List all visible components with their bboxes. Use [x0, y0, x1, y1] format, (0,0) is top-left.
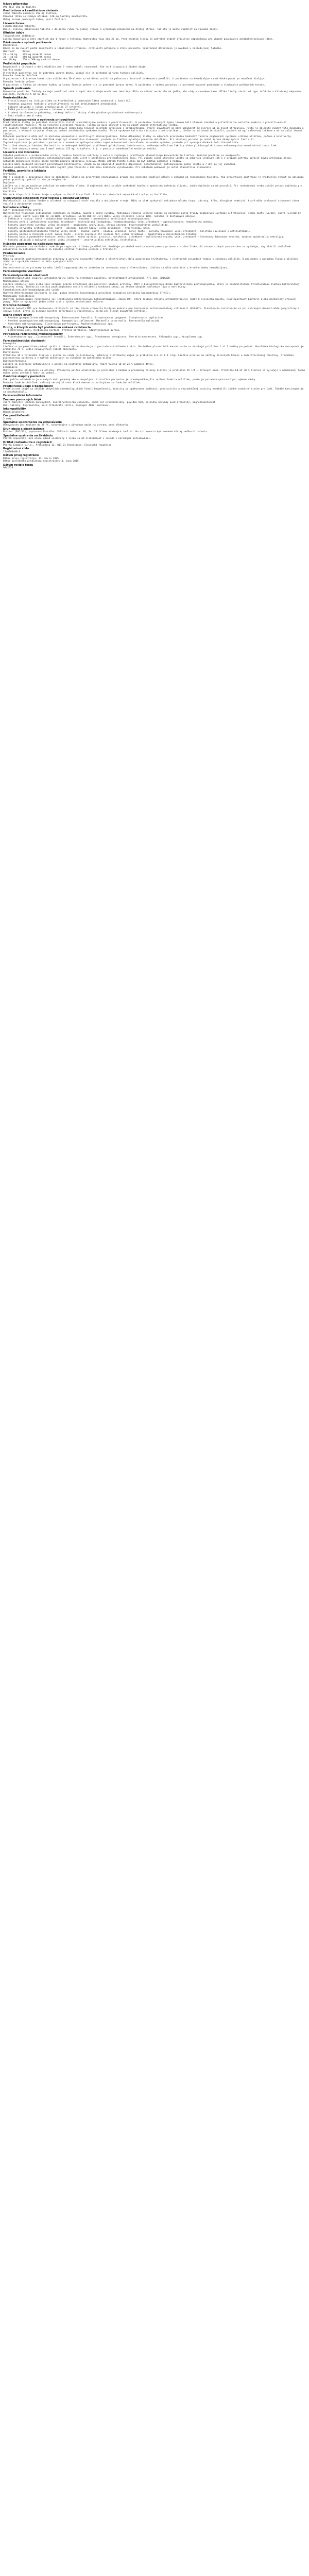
section-heading: Farmakokinetické vlastnosti — [3, 339, 46, 343]
paragraph: Súhrn bezpečnostného profilu — [3, 209, 43, 212]
bullet-item: • Poruchy pečene a žlčových ciest: menej časté – mierne zvýšenie AST a/alebo ALT; veľmi zriedkavé – hepatitída a cholestatická žltačka. — [3, 233, 306, 236]
section-heading: Držiteľ rozhodnutia o registrácii — [3, 440, 52, 444]
table-cell: Hmotnosť — [3, 50, 15, 54]
section-heading: Pediatrická populácia — [3, 62, 36, 66]
paragraph: Pred začatím liečby je potrebné starostlivo zistiť predchádzajúce reakcie z precitlivenosti. U pacientov liečených týmto liekom boli hlásené závažné a príležitostne smrteľné reakcie z precitlivenosti (anafylaktické reakcie). Ak sa vyskytne alergická reakcia, liečba sa musí ukončiť a má sa začať vhodná alternatívna liečba. — [3, 121, 287, 127]
section-heading: Registračné číslo — [3, 447, 29, 451]
section-heading: Predávkovanie — [3, 251, 26, 255]
table-cell: 20 – 30 kg — [3, 53, 18, 56]
paragraph: Dlhodobé používanie môže mať za následok premnoženie necitlivých mikroorganizmov. Počas dlhodobej liečby sa odporúča pravidelne hodnotiť funkciu orgánových systémov vrátane obličiek, pečene a krvotvorby. — [3, 135, 293, 139]
section-heading: Hraničné hodnoty — [3, 304, 30, 308]
paragraph: Hraničné hodnoty MIC pre testovanie citlivosti sú tie, ktoré stanovila Európska komisia pre testovanie antimikrobiálnej citlivosti (EUCAST). Prevalencia rezistencie sa pri vybraných druhoch môže geograficky a časovo líšiť, preto sú žiaduce miestne informácie o rezistencii, najmä pri liečbe závažných infekcií. — [3, 307, 300, 313]
paragraph: Terapeutické indikácie — [3, 35, 35, 38]
paragraph: Neuskutočnili sa žiadne štúdie o účinkoch na schopnosť viesť vozidlá a obsluhovať stroje. Môžu sa však vyskytnúť nežiaduce účinky (napr. závraty, kŕče, alergické reakcie), ktoré môžu ovplyvniť schopnosť viesť vozidlá a obsluhovať stroje. — [3, 200, 300, 206]
paragraph: Predklinické údaje na základe obvyklých farmakologických štúdií bezpečnosti, toxicity po opakovanom podávaní, genotoxicity a reprodukčnej toxicity neodhalili žiadne osobitné riziko pre ľudí. Štúdie karcinogenity sa neuskutočnili. — [3, 388, 304, 394]
paragraph: Súčasné podávanie s metotrexátom môže zvýšiť jeho toxicitu v dôsledku zníženého vylučovania. Pri súbežnom podávaní je nutné starostlivé sledovanie. — [3, 166, 213, 169]
paragraph: Liečba dospelých a detí starších ako 6 rokov s telesnou hmotnosťou viac ako 20 kg. Pred začatím liečby je potrebné zvážiť oficiálne odporúčania pre vhodné používanie antibakteriálnych látok. — [3, 38, 274, 41]
section-heading: Farmakodynamické vlastnosti — [3, 274, 48, 278]
section-heading: Druhy, u ktorých môže byť problémom získaná rezistencia — [3, 326, 91, 330]
table-cell: Dávka — [22, 50, 30, 54]
paragraph: Liečivo inhibuje jeden alebo viac enzýmov (často označované ako penicilín-viažuce proteíny, PBP) v biosyntetickej dráhe bakteriálneho peptidoglykánu, ktorý je neoddeliteľnou štrukturálnou zložkou bakteriálnej bunkovej steny. Inhibícia syntézy peptidoglykánu vedie k oslabeniu bunkovej steny, po ktorom obvykle nasleduje lýza a smrť bunky. — [3, 283, 300, 289]
paragraph: Najčastejšie hlásenými nežiaducimi reakciami sú hnačka, nauzea a kožné vyrážky. Nežiaduce reakcie uvedené nižšie sú zoradené podľa triedy orgánových systémov a frekvencie: veľmi časté (≥1/10), časté (≥1/100 až <1/10), menej časté (≥1/1 000 až <1/100), zriedkavé (≥1/10 000 až <1/1 000), veľmi zriedkavé (<1/10 000), neznáme (z dostupných údajov). — [3, 212, 301, 218]
section-heading: Predklinické údaje o bezpečnosti — [3, 384, 53, 388]
paragraph: PRO-TECT 250 mg tablety — [3, 6, 36, 9]
section-heading: Farmaceutické informácie — [3, 394, 42, 398]
paragraph: Dávkovanie — [3, 44, 18, 47]
section-heading: Zoznam pomocných látok — [3, 398, 42, 401]
paragraph: 09/2023 — [3, 467, 13, 470]
paragraph: Liečba — [3, 264, 12, 267]
paragraph: U starších pacientov nie je potrebná úprava dávky, pokiaľ nie je prítomná porucha funkcie obličiek. — [3, 72, 144, 75]
paragraph: Obal tablety: hypromelóza, oxid titaničitý (E171), makrogol 4000, mastenec. — [3, 404, 110, 407]
bullet-item: • Deti mladšie ako 6 rokov. — [3, 115, 306, 117]
paragraph: Dátum posledného predĺženia registrácie: 4. júna 2015 — [3, 460, 79, 463]
paragraph: Liečivo sa čiastočne metabolizuje v pečeni na neaktívne metabolity, ktoré tvoria 10 až 25 % podanej dávky. — [3, 363, 154, 366]
bullet-item: • Poruchy imunitného systému: veľmi zriedkavé – angioedém, anafylaxia, sérová choroba, hypersenzitívna vaskulitída. — [3, 224, 306, 227]
bullet-item: • Poruchy nervového systému: menej časté – závraty, bolesť hlavy; veľmi zriedkavé – hyperkinéza, kŕče. — [3, 227, 306, 230]
paragraph: Farmakoterapeutická skupina: antibakteriálne látky na systémové použitie, betalaktámové antibiotiká. ATC kód: J01XX00 — [3, 277, 170, 280]
paragraph: Eliminácia — [3, 366, 18, 369]
paragraph: Filmom obalená tableta. — [3, 25, 36, 28]
table-cell: 250 mg dvakrát denne — [22, 56, 51, 59]
table-row — [3, 59, 65, 61]
bullet-item: • Anamnéza závažnej reakcie z precitlivenosti na iné betalaktámové antibiotiká. — [3, 103, 306, 106]
bullet-item: • Poruchy krvi a lymfatického systému: zriedkavé – reverzibilná leukopénia, trombocytopénia; veľmi zriedkavé – agranulocytóza, hemolytická anémia. — [3, 221, 306, 224]
table-cell: nad 40 kg — [3, 59, 16, 62]
paragraph: Liečivo sa v malom množstve vylučuje do materského mlieka. U dojčených detí sa môže vyskytnúť hnačka a mykotická infekcia slizníc, takže dojčenie sa má prerušiť. Pri rozhodovaní treba zvážiť prínos dojčenia pre dieťa a prínos liečby pre ženu. — [3, 184, 302, 190]
paragraph: Súbežné podávanie s probenecidom znižuje renálnu tubulárnu sekréciu a vedie k zvýšeným a predĺženým plazmatickým koncentráciám liečiva. Súbežné použitie sa neodporúča. — [3, 154, 241, 157]
paragraph: Môžu sa objaviť gastrointestinálne príznaky a porucha rovnováhy tekutín a elektrolytov. Bola pozorovaná kryštalúria, v niektorých prípadoch vedúca k zlyhaniu obličiek. U pacientov s poruchou funkcie obličiek alebo pri vysokých dávkach sa môžu vyskytnúť kŕče. — [3, 258, 298, 264]
paragraph: Tento liek obsahuje menej ako 1 mmol sodíka (23 mg) v tablete, t.j. v podstate zanedbateľné množstvo sodíka. — [3, 147, 157, 150]
section-heading: Klinické údaje — [3, 31, 24, 35]
paragraph: Zvýšená opatrnosť je potrebná u pacientov s anamnézou epilepsie alebo inými ochoreniami centrálneho nervového systému, pretože pri vysokých dávkach boli hlásené kŕče. — [3, 142, 240, 145]
bullet-item: • Súčasné užívanie s liekmi predlžujúcimi QT interval. — [3, 106, 306, 109]
paragraph: Staršie osoby — [3, 69, 22, 72]
paragraph: Liečivo môže znižovať účinnosť perorálnych kontraceptív. Ženám sa má odporučiť použitie doplnkovej nehormonálnej antikoncepcie počas liečby a 7 dní po jej ukončení. — [3, 163, 237, 166]
section-heading: Liekové a iné interakcie — [3, 151, 39, 155]
paragraph: Pomocná látka so známym účinkom: 120 mg laktózy monohydrátu. — [3, 15, 89, 19]
paragraph: Gravidita — [3, 173, 16, 176]
paragraph: Porucha funkcie obličiek: celkový sérový klírens klesá úmerne so znižujúcou sa funkciou obličiek. — [3, 381, 142, 384]
section-heading: Druh obalu a obsah balenia — [3, 427, 45, 431]
paragraph: Tento liek obsahuje laktózu. Pacienti so zriedkavými dedičnými problémami galaktózovej intolerancie, celkovým deficitom laktázy alebo glukózo-galaktózovou malabsorpciou nesmú užívať tento liek. — [3, 144, 278, 147]
paragraph: Gastrointestinálne príznaky sa môžu liečiť symptomaticky so zreteľom na rovnováhu vody a elektrolytov. Liečivo sa môže odstrániť z krvného obehu hemodialýzou. — [3, 267, 228, 269]
section-heading: Inkompatibility — [3, 408, 26, 411]
section-heading: Lieková forma — [3, 22, 25, 25]
paragraph: Distribúcia — [3, 351, 19, 354]
paragraph: Dátum prvej registrácie: 12. marca 2005 — [3, 457, 59, 460]
section-heading: Dávkovanie a spôsob podávania — [3, 41, 52, 44]
paragraph: Antacidá obsahujúce hliník alebo horčík znižujú absorpciu liečiva. Medzi užitím týchto liekov má byť odstup najmenej 2 hodiny. — [3, 160, 183, 163]
section-heading: Čas použiteľnosti — [3, 414, 30, 418]
paragraph: Absorpcia — [3, 343, 16, 346]
table-cell: 125 mg dvakrát denne — [22, 53, 51, 56]
bullet-item: • Aeróbne grampozitívne mikroorganizmy: Enterococcus faecalis, Streptococcus pyogenes, Streptococcus agalactiae. — [3, 317, 306, 319]
dosage-table — [3, 50, 65, 61]
bullet-item: • Poruchy obličiek a močových ciest: veľmi zriedkavé – intersticiálna nefritída, kryštalúria. — [3, 239, 306, 242]
section-heading: Prirodzene rezistentné mikroorganizmy — [3, 332, 63, 336]
section-heading: Dátum prvej registrácie — [3, 454, 39, 457]
paragraph: Pacienti s poruchou funkcie obličiek majú byť starostlivo sledovaní, pretože sa liečivo vylučuje prevažne obličkami. Pri závažnej poruche je nutná úprava dávky (pozri časť 4.2). — [3, 139, 255, 142]
section-heading: Fertilita, gravidita a laktácia — [3, 170, 46, 173]
bullet-item: • Anaeróbne mikroorganizmy: Clostridium perfringens, Peptostreptococcus spp. — [3, 323, 306, 326]
section-heading: Špeciálne opatrenia na likvidáciu — [3, 434, 54, 437]
paragraph: Biotransformácia — [3, 360, 26, 363]
paragraph: Bezpečnosť a účinnosť u detí mladších ako 6 rokov neboli stanovené. Nie sú k dispozícii žiadne údaje. — [3, 65, 147, 69]
paragraph: Hlavnými mechanizmami rezistencie sú: inaktivácia bakteriálnymi betalaktamázami, zmena PBP, ktorá znižuje afinitu antibakteriálnej látky k cieľovému miestu, nepriepustnosť baktérií alebo mechanizmy efluxnej pumpy. Môže sa vyskytnúť jeden alebo viac z týchto mechanizmov súčasne. — [3, 298, 297, 303]
paragraph: Porucha funkcie pečene — [3, 81, 35, 84]
section-heading: Ovplyvnenie schopnosti viesť vozidlá a obsluhovať stroje — [3, 196, 89, 200]
paragraph: Hlavnou cestou eliminácie sú obličky. Priemerný polčas eliminácie je približne 1 hodina a priemerný celkový klírens je približne 25 l/h u zdravých osôb. Približne 60 až 70 % liečiva sa vylučuje v nezmenenej forme močom počas prvých 6 hodín po podaní. — [3, 369, 305, 375]
paragraph: Príznaky — [3, 255, 15, 258]
paragraph: Hlásenie podozrení na nežiaduce reakcie po registrácii lieku je dôležité. Umožňuje priebežné monitorovanie pomeru prínosu a rizika lieku. Od zdravotníckych pracovníkov sa vyžaduje, aby hlásili akékoľvek podozrenia na nežiaduce reakcie na národné centrum hlásenia uvedené v Prílohe V. — [3, 246, 291, 251]
paragraph: Dojčenie — [3, 181, 15, 184]
bullet-item: • Escherichia coli, Klebsiella oxytoca, Proteus mirabilis, Staphylococcus aureus. — [3, 329, 306, 332]
paragraph: Farmakokinetický/farmakodynamický vzťah — [3, 289, 59, 292]
section-heading: Osobitné upozornenia a opatrenia pri používaní — [3, 118, 75, 122]
paragraph: Hlavným determinantom účinnosti je čas, počas ktorého koncentrácia prevyšuje minimálnu inhibičnú koncentráciu (T>MIC). — [3, 292, 171, 295]
paragraph: Údaje o použití u gravidných žien sú obmedzené. Štúdie na zvieratách nepreukázali priame ani nepriame škodlivé účinky s ohľadom na reprodukčnú toxicitu. Ako preventívne opatrenie je vhodnejšie vyhnúť sa užívaniu počas gravidity, pokiaľ to nie je nevyhnutné. — [3, 176, 304, 181]
bullet-item: • Aeróbne gramnegatívne mikroorganizmy: Haemophilus influenzae, Moraxella catarrhalis, Pasteurella multocida. — [3, 320, 306, 323]
paragraph: Pri použití takmer všetkých antibakteriálnych látok bola hlásená kolitída súvisiaca s antibiotikami, ktorej závažnosť sa môže pohybovať od miernej až po život ohrozujúcu. Preto je dôležité zvážiť túto diagnózu u pacientov, u ktorých sa počas alebo po podaní antibiotika vyskytne hnačka. Ak sa vyskytne kolitída súvisiaca s antibiotikami, liečba sa má okamžite ukončiť, pacient má byť vyšetrený lekárom a má sa začať vhodná liečba. — [3, 127, 304, 135]
paragraph: Jadro tablety: laktóza monohydrát, mikrokryštalická celulóza, sodná soľ kroskarmelózy, povidón K30, koloidný bezvodý oxid kremičitý, magnéziumstearát. — [3, 401, 217, 404]
paragraph: Biela, oválna, bikonvexná tableta s deliacou ryhou na jednej strane a vyrazeným označením na druhej strane. Tabletu je možné rozdeliť na rovnaké dávky. — [3, 28, 218, 31]
section-heading: Farmakologické vlastnosti — [3, 270, 43, 274]
bullet-item: • Precitlivenosť na liečivo alebo na ktorúkoľvek z pomocných látok uvedených v časti 6.1. — [3, 100, 306, 103]
paragraph: Blister (PVC/Al), papierová škatuľka. Veľkosti balenia: 10, 14, 20 filmom obalených tabliet. Na trh nemusia byť uvedené všetky veľkosti balenia. — [3, 431, 209, 434]
paragraph: Liečivo sa po perorálnom podaní rýchlo a takmer úplne absorbuje z gastrointestinálneho traktu. Maximálne plazmatické koncentrácie sa dosahujú približne 1 až 2 hodiny po podaní. Absolútna biologická dostupnosť je približne 70 %. Jedlo neovplyvňuje rozsah absorpcie. — [3, 346, 304, 351]
paragraph: Mechanizmy rezistencie — [3, 295, 35, 298]
table-cell: 250 – 500 mg dvakrát denne — [22, 59, 60, 62]
bullet-item: • Poruchy kože a podkožného tkaniva: menej časté – kožná vyrážka, pruritus, urtikária; zriedkavé – multiformný erytém; veľmi zriedkavé – Stevensov-Johnsonov syndróm, toxická epidermálna nekrolýza. — [3, 236, 306, 239]
section-heading: Hlásenie podozrení na nežiaduce reakcie — [3, 242, 65, 246]
paragraph: Približne 18 % celkového liečiva v plazme sa viaže na bielkoviny. Zdanlivý distribučný objem je približne 0,3 až 0,4 l/kg. Liečivo preniká do väčšiny telesných tkanív a intersticiálnej tekutiny. Prechádza placentárnou bariérou a v malých množstvách sa vylučuje do materského mlieka. — [3, 354, 294, 360]
paragraph: Nie sú k dispozícii žiadne údaje o vplyve na fertilitu u ľudí. Štúdie na zvieratách nepreukázali vplyv na fertilitu. — [3, 193, 168, 196]
paragraph: Úplný zoznam pomocných látok, pozri časť 6.1. — [3, 19, 67, 22]
section-heading: Kontraindikácie — [3, 96, 27, 100]
paragraph: Pharma Example s.r.o., Príkladová 12, 811 01 Bratislava, Slovenská republika — [3, 444, 112, 447]
paragraph: Vek: polčas eliminácie je u malých detí podobný ako u dospelých. U starších pacientov je pravdepodobnejšia znížená funkcia obličiek, preto je potrebná opatrnosť pri výbere dávky. — [3, 378, 257, 381]
paragraph: U pacientov s klírensom kreatinínu nižším ako 30 ml/min sa má dávka znížiť na polovicu a interval dávkovania predĺžiť. U pacientov na hemodialýze sa má dávka podať po ukončení dialýzy. — [3, 78, 265, 81]
bullet-item: • Poruchy gastrointestinálneho traktu: veľmi časté – hnačka; časté – nauzea, vracanie; menej časté – poruchy trávenia; veľmi zriedkavé – kolitída súvisiaca s antibiotikami. — [3, 230, 306, 233]
bullet-item: • Infekcie a nákazy: časté – mukokutánna kandidóza; neznáme – premnoženie necitlivých mikroorganizmov. — [3, 218, 306, 221]
section-heading: Špeciálne upozornenia na uchovávanie — [3, 421, 62, 424]
paragraph: Dávka sa má zvoliť podľa závažnosti a lokalizácie infekcie, citlivosti patogénu a stavu pacienta. Odporúčané dávkovanie je uvedené v nasledujúcej tabuľke. — [3, 47, 222, 50]
section-heading: Názov přípravku — [3, 3, 28, 6]
section-heading: Spôsob podávania — [3, 87, 31, 91]
paragraph: Mechanizmus účinku — [3, 280, 29, 283]
paragraph: U pacientov s ľahkou až stredne ťažkou poruchou funkcie pečene nie je potrebná úprava dávky. U pacientov s ťažkou poruchou je potrebné opatrné podávanie a sledovanie pečeňových testov. — [3, 83, 265, 87]
paragraph: Všetok nepoužitý liek alebo odpad vzniknutý z lieku sa má zlikvidovať v súlade s národnými požiadavkami. — [3, 437, 151, 440]
paragraph: 15/0000/00-S — [3, 450, 21, 453]
section-heading: Bežne citlivé druhy — [3, 313, 32, 317]
paragraph: Uchovávajte pri teplote do 25 °C. Uchovávajte v pôvodnom obale na ochranu pred vlhkosťou. — [3, 424, 130, 427]
paragraph: Fertilita — [3, 190, 16, 193]
section-heading: Dátum revízie textu — [3, 463, 33, 467]
section-heading: Nežiaduce účinky — [3, 206, 30, 210]
paragraph: Perorálne použitie. Tablety sa majú prehltnúť celé a zapiť dostatočným množstvom tekutiny. Môžu sa užívať nezávisle od jedla, ale vždy v rovnakom čase. Dĺžka liečby závisí od typu infekcie a klinickej odpovede pacienta, zvyčajne 5 až 10 dní. — [3, 90, 301, 96]
table-cell: 30 – 40 kg — [3, 56, 18, 59]
paragraph: Neaplikovateľné. — [3, 411, 26, 414]
section-heading: Osobitné skupiny pacientov — [3, 375, 45, 379]
bullet-item: • Acinetobacter spp., Citrobacter freundii, Enterobacter spp., Pseudomonas aeruginosa, Serratia marcescens, Chlamydia spp., Mycoplasma spp. — [3, 336, 306, 338]
bullet-item: • Vrodená intolerancia galaktózy, celkový deficit laktázy alebo glukózo-galaktózová malabsorpcia. — [3, 112, 306, 114]
paragraph: Súčasné užívanie s perorálnymi antikoagulanciami môže viesť k predĺženiu protrombínového času. Pri začatí alebo ukončení liečby sa odporúča sledovať INR a v prípade potreby upraviť dávku antikoagulancia. — [3, 157, 293, 160]
document — [0, 0, 309, 474]
bullet-item: • Ťažká porucha funkcie pečene s ikterom v anamnéze. — [3, 109, 306, 111]
section-heading: Kvalitatívne a kvantitatívne zloženie — [3, 9, 59, 13]
paragraph: Porucha funkcie obličiek — [3, 75, 38, 78]
paragraph: 3 roky. — [3, 417, 13, 420]
paragraph: Jedna tableta obsahuje 250 mg liečiva. — [3, 12, 58, 15]
